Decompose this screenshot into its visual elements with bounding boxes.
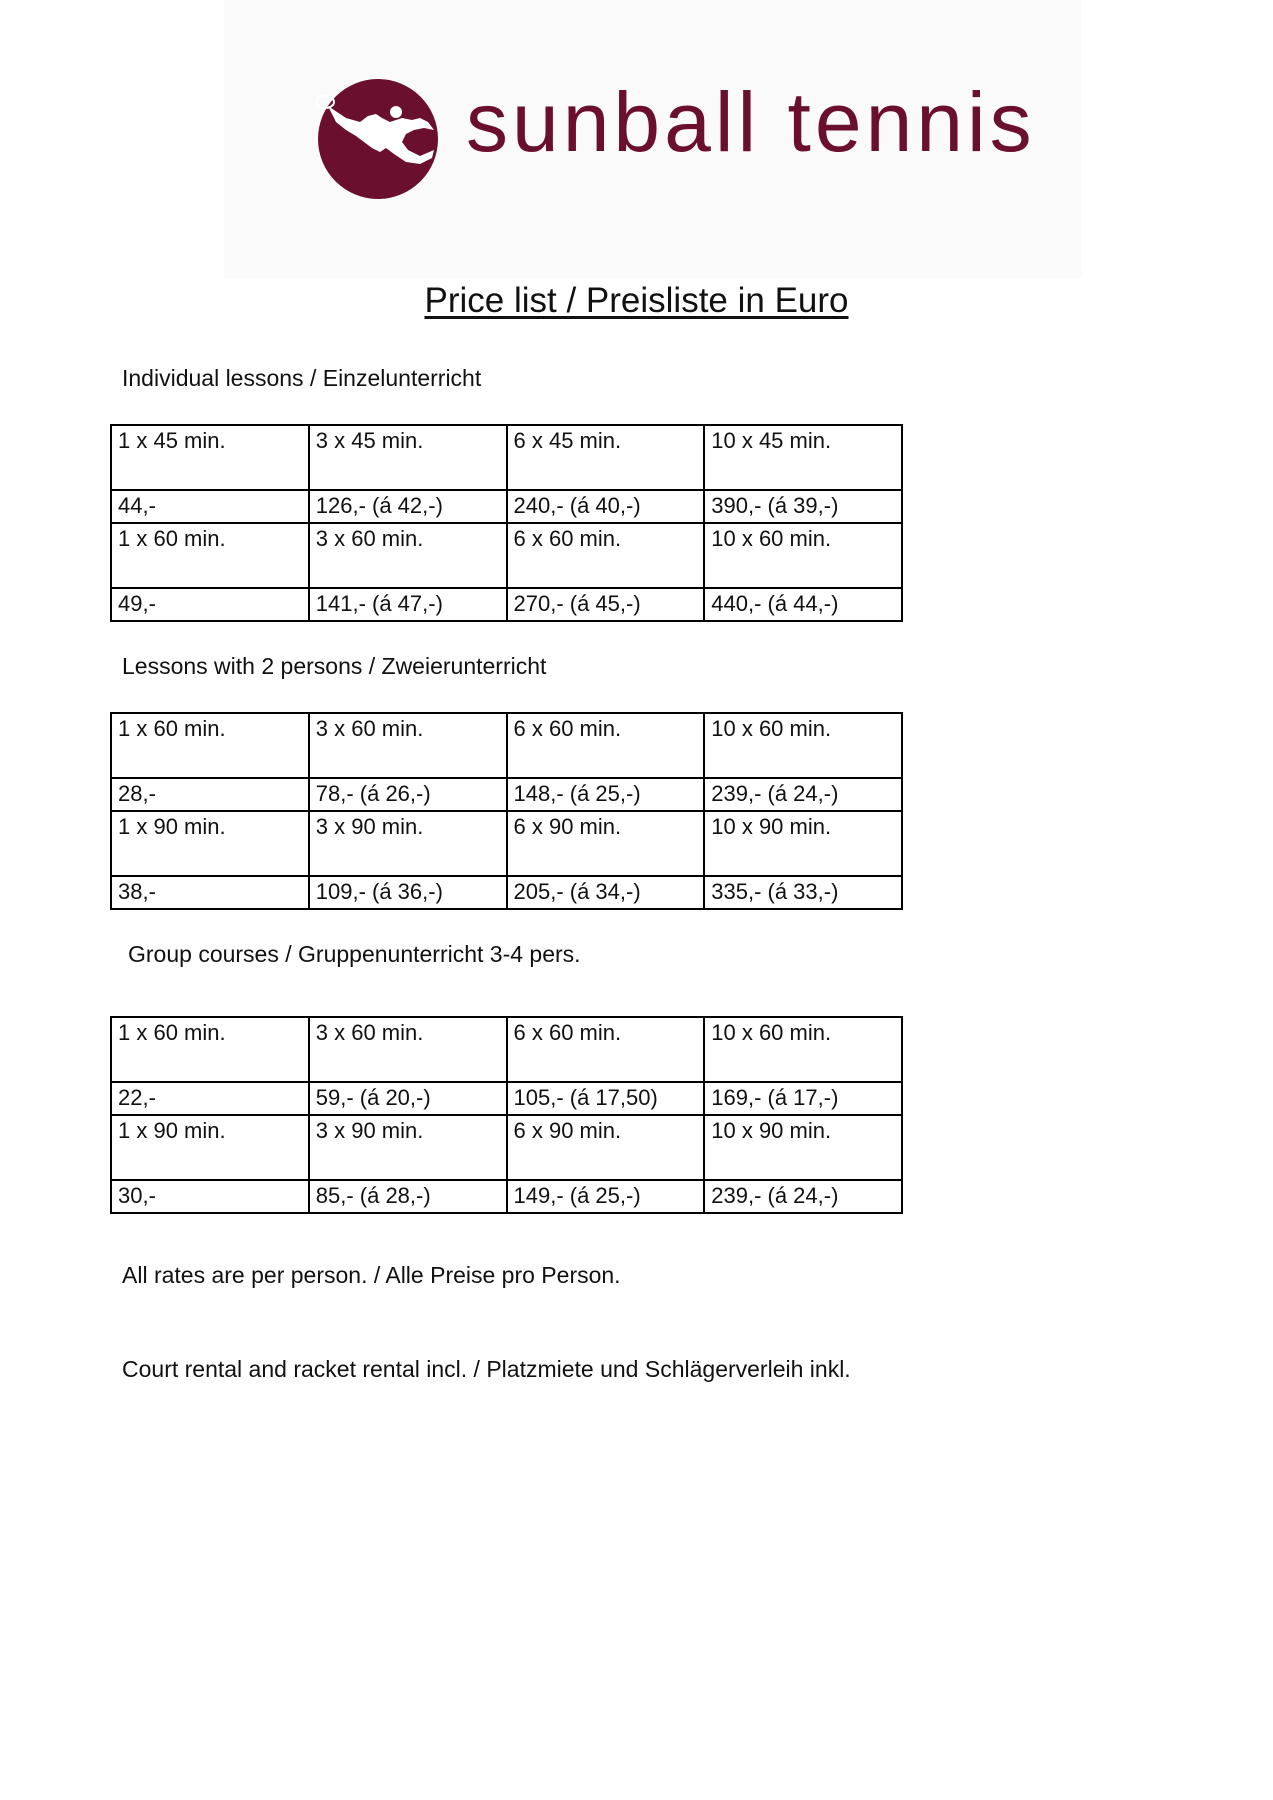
duration-cell: 10 x 45 min. <box>704 425 902 490</box>
price-cell: 109,- (á 36,-) <box>309 876 507 909</box>
section-heading-individual: Individual lessons / Einzelunterricht <box>122 365 482 391</box>
price-cell: 270,- (á 45,-) <box>507 588 705 621</box>
duration-cell: 6 x 90 min. <box>507 1115 705 1180</box>
price-cell: 85,- (á 28,-) <box>309 1180 507 1213</box>
price-cell: 169,- (á 17,-) <box>704 1082 902 1115</box>
table-row <box>111 1017 902 1082</box>
price-cell: 30,- <box>111 1180 309 1213</box>
duration-cell: 6 x 90 min. <box>507 811 705 876</box>
brand-name: sunball tennis <box>466 75 1036 169</box>
note-per-person: All rates are per person. / Alle Preise pro Person. <box>122 1262 621 1288</box>
price-cell: 22,- <box>111 1082 309 1115</box>
price-cell: 78,- (á 26,-) <box>309 778 507 811</box>
table-row <box>111 1082 902 1115</box>
table-row <box>111 425 902 490</box>
price-cell: 126,- (á 42,-) <box>309 490 507 523</box>
duration-cell: 3 x 90 min. <box>309 811 507 876</box>
duration-cell: 3 x 60 min. <box>309 523 507 588</box>
price-table-individual <box>110 424 903 622</box>
duration-cell: 6 x 60 min. <box>507 713 705 778</box>
price-cell: 49,- <box>111 588 309 621</box>
price-cell: 148,- (á 25,-) <box>507 778 705 811</box>
duration-cell: 1 x 60 min. <box>111 1017 309 1082</box>
duration-cell: 10 x 60 min. <box>704 523 902 588</box>
table-row <box>111 778 902 811</box>
price-cell: 205,- (á 34,-) <box>507 876 705 909</box>
table-row <box>111 588 902 621</box>
duration-cell: 3 x 45 min. <box>309 425 507 490</box>
price-cell: 239,- (á 24,-) <box>704 1180 902 1213</box>
duration-cell: 1 x 60 min. <box>111 523 309 588</box>
duration-cell: 10 x 90 min. <box>704 1115 902 1180</box>
table-row <box>111 1180 902 1213</box>
price-cell: 38,- <box>111 876 309 909</box>
note-rental: Court rental and racket rental incl. / Platzmiete und Schlägerverleih inkl. <box>122 1356 851 1382</box>
duration-cell: 6 x 60 min. <box>507 523 705 588</box>
price-cell: 59,- (á 20,-) <box>309 1082 507 1115</box>
duration-cell: 10 x 60 min. <box>704 1017 902 1082</box>
duration-cell: 6 x 60 min. <box>507 1017 705 1082</box>
duration-cell: 3 x 60 min. <box>309 1017 507 1082</box>
duration-cell: 10 x 60 min. <box>704 713 902 778</box>
price-table-two-persons <box>110 712 903 910</box>
price-cell: 239,- (á 24,-) <box>704 778 902 811</box>
price-cell: 141,- (á 47,-) <box>309 588 507 621</box>
duration-cell: 1 x 90 min. <box>111 811 309 876</box>
price-cell: 28,- <box>111 778 309 811</box>
duration-cell: 1 x 90 min. <box>111 1115 309 1180</box>
price-cell: 335,- (á 33,-) <box>704 876 902 909</box>
table-row <box>111 490 902 523</box>
table-row <box>111 811 902 876</box>
duration-cell: 1 x 60 min. <box>111 713 309 778</box>
table-row <box>111 713 902 778</box>
price-cell: 240,- (á 40,-) <box>507 490 705 523</box>
duration-cell: 6 x 45 min. <box>507 425 705 490</box>
table-row <box>111 876 902 909</box>
section-heading-two-persons: Lessons with 2 persons / Zweierunterricht <box>122 653 547 679</box>
table-row <box>111 1115 902 1180</box>
price-cell: 105,- (á 17,50) <box>507 1082 705 1115</box>
table-row <box>111 523 902 588</box>
section-heading-group-courses: Group courses / Gruppenunterricht 3-4 pers. <box>128 941 581 967</box>
price-cell: 149,- (á 25,-) <box>507 1180 705 1213</box>
price-cell: 44,- <box>111 490 309 523</box>
price-table-group-courses <box>110 1016 903 1214</box>
duration-cell: 1 x 45 min. <box>111 425 309 490</box>
duration-cell: 3 x 60 min. <box>309 713 507 778</box>
duration-cell: 3 x 90 min. <box>309 1115 507 1180</box>
duration-cell: 10 x 90 min. <box>704 811 902 876</box>
price-cell: 440,- (á 44,-) <box>704 588 902 621</box>
tennis-player-logo-icon <box>316 78 440 200</box>
price-cell: 390,- (á 39,-) <box>704 490 902 523</box>
page-title: Price list / Preisliste in Euro <box>424 281 849 320</box>
